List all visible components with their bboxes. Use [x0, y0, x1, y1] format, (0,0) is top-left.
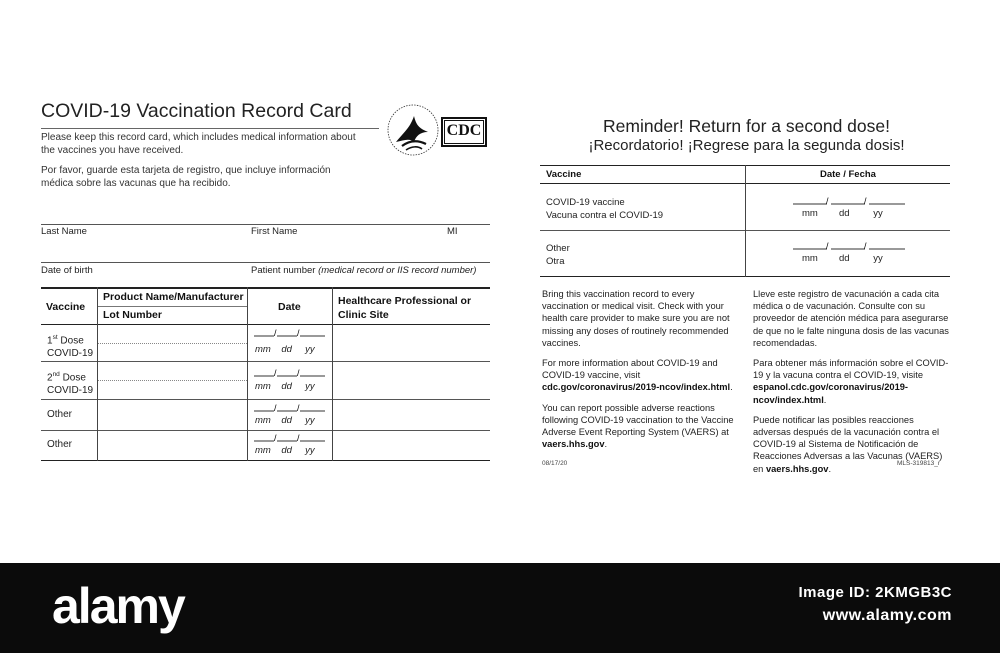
svg-text:/: /: [297, 434, 300, 442]
info-en-text: For more information about COVID-19 and COVID-19 vaccine, visit: [542, 358, 718, 381]
mm-label: mm: [255, 344, 271, 355]
info-es-text: .: [823, 394, 827, 405]
row-4-vaccine: Other: [47, 439, 73, 450]
image-id: Image ID: 2KMGB3C: [798, 584, 952, 601]
date-blank-lines-icon: [253, 434, 329, 442]
info-es-paragraph-2: [753, 357, 953, 406]
dose-number: 1: [47, 335, 53, 347]
table-row-rule: [41, 361, 490, 362]
vaccine-label-es: Otra: [546, 256, 565, 267]
dd-label: dd: [281, 344, 292, 355]
vaccine-label: Other: [546, 243, 570, 254]
row-1-product-divider: [98, 343, 247, 344]
yy-label: yy: [305, 381, 315, 392]
dd-label: dd: [281, 445, 292, 456]
row-2-product-divider: [98, 380, 247, 381]
svg-text:/: /: [274, 434, 277, 442]
dose-ordinal: st: [52, 334, 58, 341]
vaers-link[interactable]: vaers.hhs.gov: [765, 463, 829, 474]
info-en-paragraph-2: [542, 357, 740, 394]
dd-label: dd: [838, 253, 850, 264]
date-blank-lines-icon: [792, 197, 908, 205]
reminder-english: Reminder! Return for a second dose!: [603, 116, 890, 136]
header-date: Date / Fecha: [820, 169, 876, 180]
table-header-rule: [41, 324, 490, 325]
dd-label: dd: [281, 415, 292, 426]
date-blank-lines-icon: [792, 242, 908, 250]
row-2-vaccine: [47, 368, 93, 397]
header-vaccine: Vaccine: [546, 169, 582, 180]
product-lot-divider: [98, 306, 247, 307]
info-es-paragraph-1: Lleve este registro de vacunación a cada cita médica o de vacunación. Consulte con su proveedor de atención médica para asegurarse de que no le falte ninguna dosis de las vacunas recomendadas.: [753, 289, 949, 348]
vaers-link[interactable]: vaers.hhs.gov: [542, 439, 605, 450]
vaccine-label: COVID-19: [47, 385, 94, 397]
dob-field-line[interactable]: [41, 262, 490, 263]
mm-label: mm: [802, 253, 818, 264]
svg-text:/: /: [297, 404, 300, 412]
info-es-text: .: [828, 463, 832, 474]
date-code: 08/17/20: [542, 460, 568, 467]
form-code: MLS-319813_r: [897, 460, 940, 467]
header-product: Product Name/Manufacturer: [103, 291, 244, 303]
svg-text:/: /: [297, 369, 300, 377]
table-top-rule: [41, 287, 490, 289]
svg-text:/: /: [864, 242, 867, 250]
yy-label: yy: [305, 415, 315, 426]
svg-text:/: /: [826, 197, 829, 205]
table-col-divider: [97, 287, 98, 461]
dose-number: 2: [47, 372, 53, 384]
yy-label: yy: [873, 208, 883, 219]
mm-label: mm: [255, 381, 271, 392]
title-underline: [41, 128, 379, 129]
name-field-line[interactable]: [41, 224, 490, 225]
vaccine-label: COVID-19: [47, 348, 94, 360]
mm-label: mm: [802, 208, 818, 219]
dd-label: dd: [281, 381, 292, 392]
date-blank-lines-icon: [253, 404, 329, 412]
info-es-text: Puede notificar las posibles reacciones adversas después de la vacunación contra el COVID-19 al Sistema de Notificación de Reacciones Adversas a las Vacunas (VAERS) en: [753, 414, 943, 474]
dose-label: Dose: [62, 372, 86, 384]
row-3-vaccine: Other: [47, 409, 73, 420]
info-en-text: .: [730, 382, 733, 393]
header-date: Date: [278, 301, 301, 313]
cdc-link[interactable]: cdc.gov/coronavirus/2019-ncov/index.html: [542, 382, 731, 393]
header-site: Healthcare Professional or Clinic Site: [338, 295, 472, 321]
cdc-espanol-link[interactable]: espanol.cdc.gov/coronavirus/2019-ncov/index.html: [753, 382, 909, 405]
intro-english: Please keep this record card, which includes medical information about the vaccines you have received.: [41, 132, 356, 156]
alamy-logo: alamy: [52, 578, 184, 634]
info-en-text: You can report possible adverse reactions following COVID-19 vaccination to the Vaccine Adverse Event Reporting System (VAERS) at: [542, 402, 734, 438]
vaccination-table: [41, 287, 490, 461]
row-2-vaccine: [546, 242, 570, 268]
header-lot: Lot Number: [103, 309, 162, 321]
card-title: COVID-19 Vaccination Record Card: [41, 100, 352, 122]
patient-number-hint: (medical record or IIS record number): [318, 265, 477, 276]
hhs-seal-icon: [384, 102, 442, 158]
info-spanish: [753, 288, 953, 475]
second-dose-table: [540, 165, 950, 277]
dose-ordinal: nd: [52, 371, 60, 378]
table-col-divider: [745, 165, 746, 277]
info-en-paragraph-3: [542, 402, 740, 451]
table-bottom-rule: [41, 460, 490, 461]
svg-text:/: /: [826, 242, 829, 250]
reminder-spanish: ¡Recordatorio! ¡Regrese para la segunda dosis!: [588, 137, 905, 154]
dob-label: Date of birth: [41, 265, 93, 276]
dd-label: dd: [838, 208, 850, 219]
dose-label: Dose: [60, 335, 84, 347]
svg-text:/: /: [274, 329, 277, 337]
info-es-text: Para obtener más información sobre el COVID-19 y la vacuna contra el COVID-19, visite: [753, 358, 949, 381]
row-1-vaccine: [47, 331, 93, 360]
svg-text:/: /: [864, 197, 867, 205]
website-url: www.alamy.com: [822, 607, 952, 624]
date-blank-lines-icon: [253, 369, 329, 377]
cdc-logo: [441, 117, 487, 147]
row-1-vaccine: [546, 196, 663, 222]
vaccine-label: COVID-19 vaccine: [546, 197, 625, 208]
svg-text:/: /: [274, 404, 277, 412]
cdc-logo-text: CDC: [446, 122, 482, 139]
last-name-label: Last Name: [41, 226, 87, 237]
yy-label: yy: [305, 445, 315, 456]
svg-text:/: /: [297, 329, 300, 337]
header-vaccine: Vaccine: [46, 301, 86, 313]
table-col-divider: [332, 287, 333, 461]
mm-label: mm: [255, 445, 271, 456]
svg-text:/: /: [274, 369, 277, 377]
mm-label: mm: [255, 415, 271, 426]
table-col-divider: [247, 287, 248, 461]
table-row-rule: [41, 399, 490, 400]
mi-label: MI: [447, 226, 458, 237]
first-name-label: First Name: [251, 226, 298, 237]
yy-label: yy: [873, 253, 883, 264]
info-en-text: .: [604, 439, 608, 450]
yy-label: yy: [305, 344, 315, 355]
info-en-paragraph-1: Bring this vaccination record to every vaccination or medical visit. Check with your health care provider to make sure you are not missing any doses of routinely recommended vaccines.: [542, 289, 730, 348]
table-row-rule: [41, 430, 490, 431]
patient-number-label: Patient number: [251, 265, 316, 276]
info-english: [542, 288, 740, 450]
date-blank-lines-icon: [253, 329, 329, 337]
intro-spanish: Por favor, guarde esta tarjeta de registro, que incluye información médica sobre las vacunas que ha recibido.: [41, 165, 331, 189]
vaccine-label-es: Vacuna contra el COVID-19: [546, 210, 664, 221]
